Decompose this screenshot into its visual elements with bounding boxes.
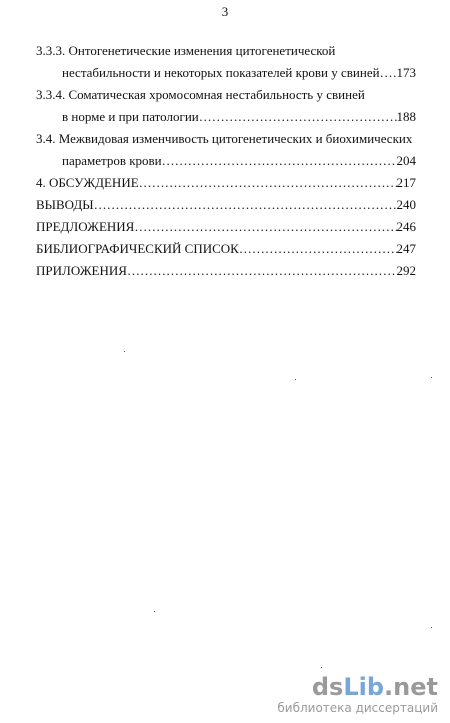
watermark-logo bbox=[277, 673, 438, 701]
toc-entry bbox=[36, 172, 416, 194]
watermark-brand-lib: Lib bbox=[343, 673, 385, 701]
dot-leader bbox=[134, 216, 396, 238]
toc-page-number: 204 bbox=[396, 153, 416, 168]
toc-page-number: 173 bbox=[396, 65, 416, 80]
table-of-contents bbox=[36, 40, 416, 282]
toc-page-number: 217 bbox=[396, 175, 416, 190]
dot-leader bbox=[127, 260, 397, 282]
dot-leader bbox=[239, 238, 397, 260]
toc-entry bbox=[36, 128, 416, 172]
scan-speck bbox=[431, 627, 432, 628]
toc-entry bbox=[36, 40, 416, 84]
toc-entry bbox=[36, 260, 416, 282]
toc-page-number: 246 bbox=[396, 219, 416, 234]
scan-speck bbox=[295, 379, 296, 380]
toc-entry-text: нестабильности и некоторых показателей крови у свиней bbox=[62, 65, 380, 80]
toc-entry-text: ПРИЛОЖЕНИЯ bbox=[36, 263, 127, 278]
scan-speck bbox=[321, 667, 322, 668]
dot-leader bbox=[199, 106, 397, 128]
toc-entry-line bbox=[36, 194, 416, 216]
toc-entry-line bbox=[36, 216, 416, 238]
toc-entry-title: 3.4. Межвидовая изменчивость цитогенетических и биохимических bbox=[36, 131, 413, 146]
scan-speck bbox=[154, 611, 155, 612]
toc-entry-continuation bbox=[36, 106, 416, 128]
toc-page-number: 292 bbox=[396, 263, 416, 278]
watermark-brand-ds: ds bbox=[311, 673, 344, 701]
dot-leader bbox=[139, 172, 397, 194]
toc-page-number: 188 bbox=[396, 109, 416, 124]
dot-leader bbox=[162, 150, 397, 172]
dot-leader bbox=[94, 194, 397, 216]
toc-entry bbox=[36, 194, 416, 216]
watermark bbox=[277, 673, 438, 715]
scan-speck bbox=[431, 377, 432, 378]
toc-entry bbox=[36, 216, 416, 238]
watermark-brand-tld: .net bbox=[384, 673, 438, 701]
page-number: 3 bbox=[221, 4, 229, 19]
toc-entry-title: 3.3.3. Онтогенетические изменения цитогенетической bbox=[36, 43, 336, 58]
dot-leader bbox=[380, 62, 397, 84]
toc-entry-title: 3.3.4. Соматическая хромосомная нестабильность у свиней bbox=[36, 87, 365, 102]
toc-entry-line bbox=[36, 172, 416, 194]
toc-entry-line bbox=[36, 238, 416, 260]
toc-entry-continuation bbox=[36, 62, 416, 84]
scan-speck bbox=[124, 351, 125, 352]
toc-entry-text: 4. ОБСУЖДЕНИЕ bbox=[36, 175, 139, 190]
toc-entry-text: в норме и при патологии bbox=[62, 109, 199, 124]
toc-entry-line bbox=[36, 260, 416, 282]
toc-entry-text: БИБЛИОГРАФИЧЕСКИЙ СПИСОК bbox=[36, 241, 239, 256]
toc-entry bbox=[36, 238, 416, 260]
toc-entry-text: ВЫВОДЫ bbox=[36, 197, 94, 212]
toc-entry-continuation bbox=[36, 150, 416, 172]
watermark-subtitle: библиотека диссертаций bbox=[277, 701, 438, 715]
toc-entry bbox=[36, 84, 416, 128]
toc-page-number: 240 bbox=[396, 197, 416, 212]
toc-entry-text: параметров крови bbox=[62, 153, 162, 168]
toc-page-number: 247 bbox=[396, 241, 416, 256]
toc-entry-text: ПРЕДЛОЖЕНИЯ bbox=[36, 219, 135, 234]
